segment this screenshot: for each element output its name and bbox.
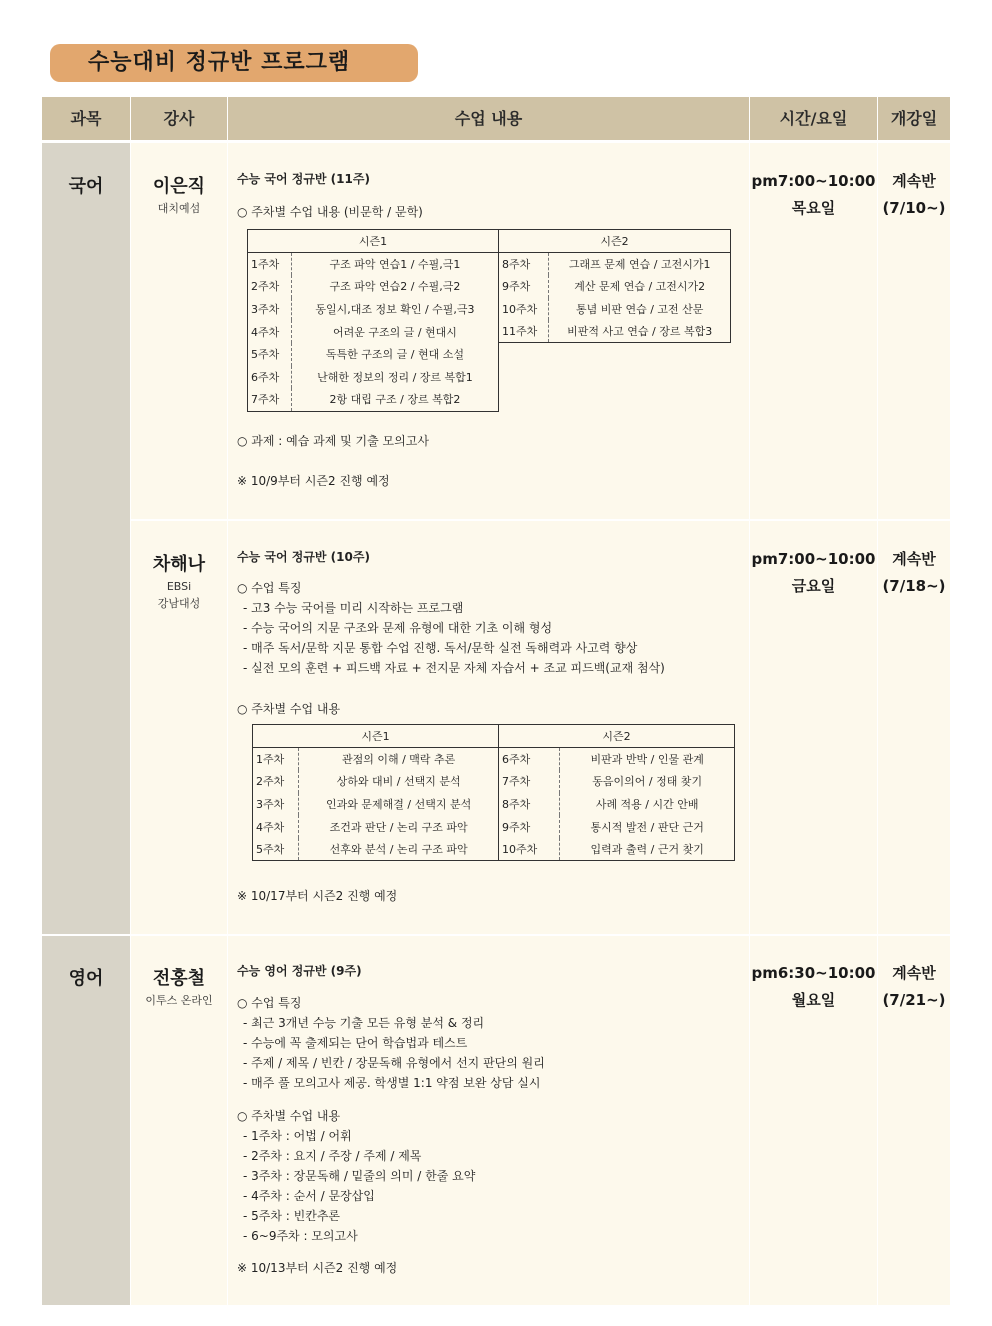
season-note: ※ 10/17부터 시즌2 진행 예정 — [237, 889, 398, 903]
table-row — [253, 770, 499, 793]
week-cell: 4주차 — [253, 815, 299, 838]
feature-item: - 최근 3개년 수능 기출 모든 유형 분석 & 정리 — [243, 1016, 485, 1030]
topic-cell: 사례 적용 / 시간 안배 — [595, 797, 699, 811]
weekly-item: - 6~9주차 : 모의고사 — [243, 1229, 358, 1243]
topic-cell: 동일시,대조 정보 확인 / 수필,극3 — [315, 302, 475, 316]
start-date: (7/10~) — [882, 199, 946, 217]
topic-cell: 인과와 문제해결 / 선택지 분석 — [326, 797, 472, 811]
start-label: 계속반 — [892, 550, 936, 568]
topic-cell: 조건과 판단 / 논리 구조 파악 — [329, 820, 468, 834]
topic-cell: 통념 비판 연습 / 고전 산문 — [575, 302, 704, 316]
topic-cell: 독특한 구조의 글 / 현대 소설 — [325, 348, 464, 362]
feature-item: - 수능 국어의 지문 구조와 문제 유형에 대한 기초 이해 형성 — [243, 621, 553, 635]
homework-text: ○ 과제 : 예습 과제 및 기출 모의고사 — [237, 434, 429, 448]
table-row — [499, 793, 735, 816]
week-cell: 7주차 — [248, 388, 292, 411]
week-cell: 1주차 — [248, 252, 292, 275]
weekly-item: - 5주차 : 빈칸추론 — [243, 1209, 341, 1223]
week-cell: 6주차 — [499, 747, 560, 770]
season-note: ※ 10/9부터 시즌2 진행 예정 — [237, 474, 390, 488]
start-label: 계속반 — [892, 172, 936, 190]
teacher-affiliation: 이투스 온라인 — [145, 994, 213, 1007]
week-cell: 10주차 — [499, 838, 560, 861]
week-cell: 5주차 — [253, 838, 299, 861]
table-row — [253, 815, 499, 838]
weekly-item: - 2주차 : 요지 / 주장 / 주제 / 제목 — [243, 1149, 422, 1163]
feature-item: - 주제 / 제목 / 빈칸 / 장문독해 유형에서 선지 판단의 원리 — [243, 1056, 545, 1070]
table-row — [499, 770, 735, 793]
weekly-table-season1 — [247, 229, 499, 412]
weekly-table-season2 — [498, 229, 731, 343]
season1-header: 시즌1 — [253, 725, 499, 748]
topic-cell: 2항 대립 구조 / 장르 복합2 — [329, 393, 461, 407]
table-row — [499, 252, 731, 275]
week-cell: 1주차 — [253, 747, 299, 770]
week-cell: 9주차 — [499, 815, 560, 838]
class-time: pm7:00~10:00 — [751, 172, 876, 190]
week-cell: 5주차 — [248, 343, 292, 366]
course-title: 수능 국어 정규반 (10주) — [237, 550, 370, 564]
feature-item: - 고3 수능 국어를 미리 시작하는 프로그램 — [243, 601, 464, 615]
table-row — [253, 793, 499, 816]
topic-cell: 상하와 대비 / 선택지 분석 — [336, 775, 461, 789]
week-cell: 3주차 — [253, 793, 299, 816]
topic-cell: 동음이의어 / 정태 찾기 — [592, 775, 703, 789]
table-row — [499, 275, 731, 298]
weekly-heading: ○ 주차별 수업 내용 — [237, 702, 341, 716]
subject-label-korean: 국어 — [68, 176, 104, 197]
topic-cell: 입력과 출력 / 근거 찾기 — [590, 843, 704, 857]
start-date: (7/21~) — [882, 991, 946, 1009]
teacher-affiliation: 강남대성 — [157, 597, 201, 610]
table-row — [253, 747, 499, 770]
course-title: 수능 영어 정규반 (9주) — [237, 964, 362, 978]
table-row — [248, 343, 499, 366]
weekly-item: - 4주차 : 순서 / 문장삽입 — [243, 1189, 375, 1203]
season2-header: 시즌2 — [499, 230, 731, 253]
weekly-table-season2 — [498, 724, 735, 861]
table-row — [499, 747, 735, 770]
week-cell: 9주차 — [499, 275, 549, 298]
subject-label-english: 영어 — [68, 968, 104, 989]
season-note: ※ 10/13부터 시즌2 진행 예정 — [237, 1261, 398, 1275]
topic-cell: 통시적 발전 / 판단 근거 — [590, 820, 704, 834]
topic-cell: 난해한 정보의 정리 / 장르 복합1 — [317, 370, 473, 384]
teacher-name: 이은직 — [152, 176, 206, 197]
topic-cell: 비판과 반박 / 인물 관계 — [590, 752, 704, 766]
features-heading: ○ 수업 특징 — [237, 996, 302, 1010]
teacher-name: 전홍철 — [152, 968, 206, 989]
table-row — [253, 838, 499, 861]
table-row — [248, 252, 499, 275]
topic-cell: 관점의 이해 / 맥락 추론 — [341, 752, 456, 766]
week-cell: 2주차 — [248, 275, 292, 298]
header-teacher: 강사 — [131, 97, 227, 140]
weekly-item: - 1주차 : 어법 / 어휘 — [243, 1129, 352, 1143]
class-time: pm6:30~10:00 — [751, 964, 876, 982]
table-row — [248, 320, 499, 343]
class-day: 목요일 — [791, 199, 836, 217]
feature-item: - 매주 독서/문학 지문 통합 수업 진행. 독서/문학 실전 독해력과 사고력 향상 — [243, 641, 638, 655]
topic-cell: 구조 파악 연습1 / 수필,극1 — [329, 257, 461, 271]
week-cell: 8주차 — [499, 252, 549, 275]
table-row — [248, 388, 499, 411]
week-cell: 10주차 — [499, 298, 549, 321]
topic-cell: 어려운 구조의 글 / 현대시 — [332, 325, 457, 339]
class-day: 월요일 — [791, 991, 836, 1009]
week-cell: 2주차 — [253, 770, 299, 793]
table-row — [499, 815, 735, 838]
week-cell: 8주차 — [499, 793, 560, 816]
week-cell: 6주차 — [248, 366, 292, 389]
class-day: 금요일 — [791, 577, 836, 595]
course-title: 수능 국어 정규반 (11주) — [237, 172, 370, 186]
teacher-affiliation: EBSi — [166, 580, 192, 593]
subject-cell-korean — [42, 143, 130, 934]
teacher-affiliation: 대치예섬 — [157, 202, 201, 215]
header-subject: 과목 — [42, 97, 130, 140]
weekly-table-season1 — [252, 724, 499, 861]
start-date: (7/18~) — [882, 577, 946, 595]
topic-cell: 구조 파악 연습2 / 수필,극2 — [329, 280, 461, 294]
week-cell: 7주차 — [499, 770, 560, 793]
weekly-item: - 3주차 : 장문독해 / 밑줄의 의미 / 한줄 요약 — [243, 1169, 476, 1183]
table-row — [499, 320, 731, 343]
feature-item: - 매주 풀 모의고사 제공. 학생별 1:1 약점 보완 상담 실시 — [243, 1076, 541, 1090]
week-cell: 11주차 — [499, 320, 549, 343]
table-row — [499, 298, 731, 321]
table-row — [248, 275, 499, 298]
class-time: pm7:00~10:00 — [751, 550, 876, 568]
topic-cell: 그래프 문제 연습 / 고전시가1 — [568, 257, 711, 271]
feature-item: - 수능에 꼭 출제되는 단어 학습법과 테스트 — [243, 1036, 468, 1050]
table-row — [499, 838, 735, 861]
features-heading: ○ 수업 특징 — [237, 581, 302, 595]
weekly-heading: ○ 주차별 수업 내용 (비문학 / 문학) — [237, 205, 423, 219]
subject-cell-english — [42, 936, 130, 1305]
header-start: 개강일 — [878, 97, 950, 140]
topic-cell: 비판적 사고 연습 / 장르 복합3 — [567, 325, 713, 339]
start-label: 계속반 — [892, 964, 936, 982]
topic-cell: 선후와 분석 / 논리 구조 파악 — [329, 843, 468, 857]
topic-cell: 계산 문제 연습 / 고전시가2 — [574, 280, 706, 294]
feature-item: - 실전 모의 훈련 + 피드백 자료 + 전지문 자체 자습서 + 조교 피드백(교재 첨삭) — [243, 661, 665, 675]
page-title: 수능대비 정규반 프로그램 — [50, 44, 418, 82]
teacher-name: 차해나 — [152, 554, 206, 575]
weekly-heading: ○ 주차별 수업 내용 — [237, 1109, 341, 1123]
season2-header: 시즌2 — [499, 725, 735, 748]
season1-header: 시즌1 — [248, 230, 499, 253]
table-row — [248, 298, 499, 321]
week-cell: 3주차 — [248, 298, 292, 321]
table-row — [248, 366, 499, 389]
week-cell: 4주차 — [248, 320, 292, 343]
header-time: 시간/요일 — [750, 97, 877, 140]
header-content: 수업 내용 — [228, 97, 749, 140]
